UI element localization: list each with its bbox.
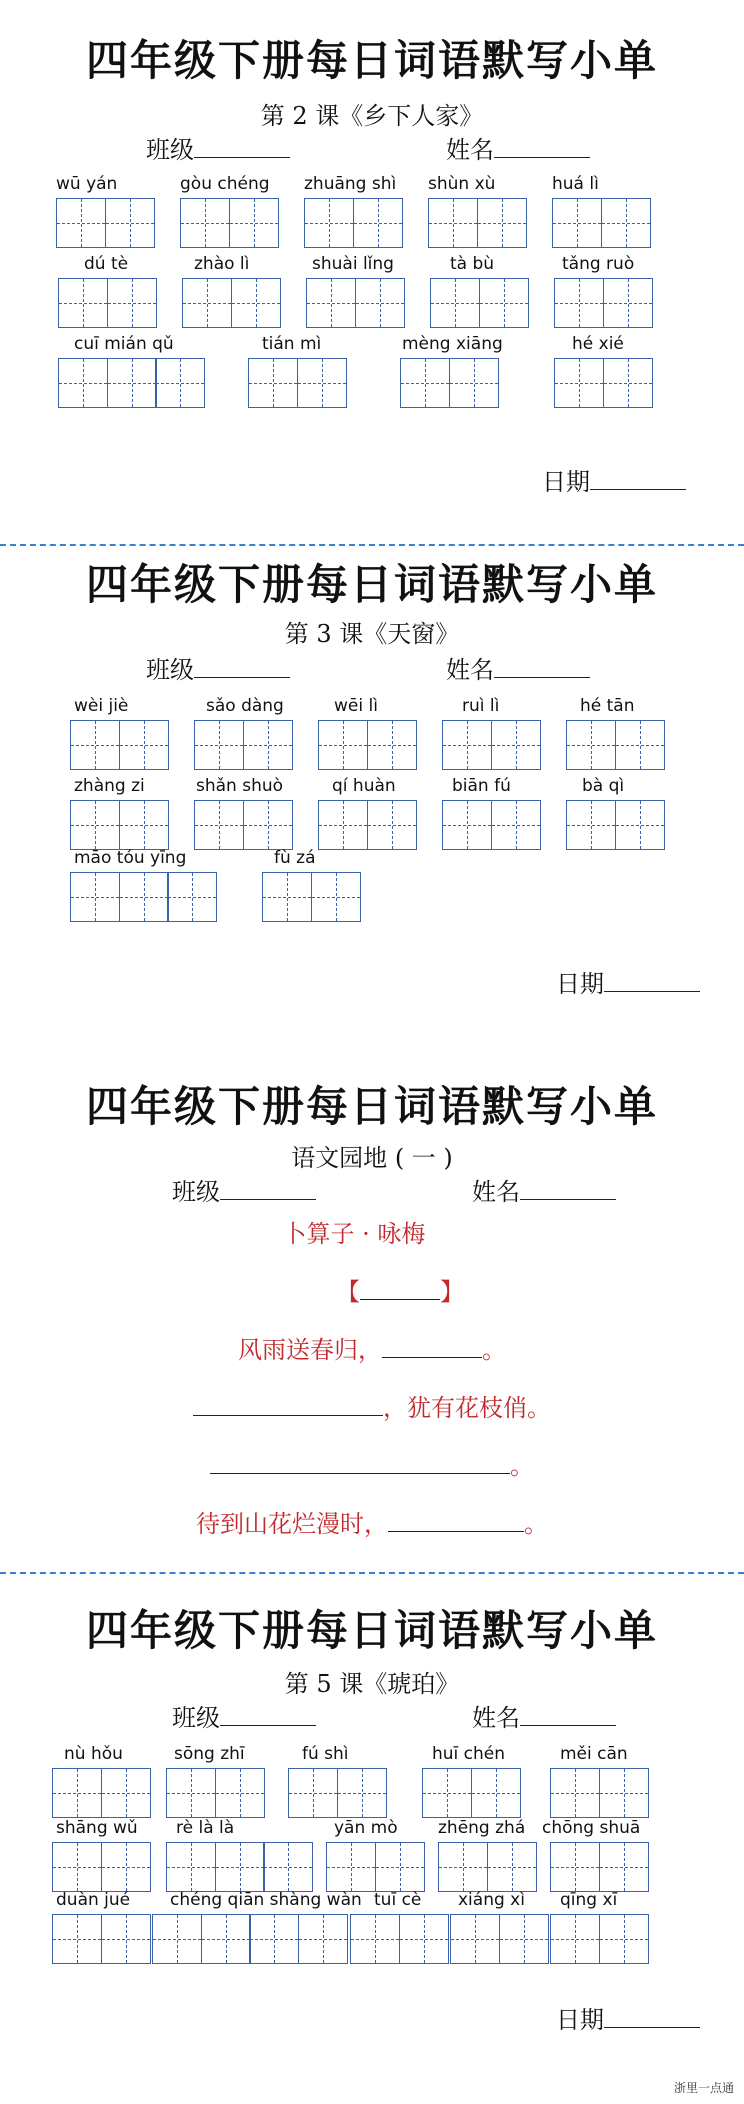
- pinyin: tǎng ruò: [562, 254, 635, 274]
- pinyin: chōng shuā: [542, 1818, 641, 1838]
- pinyin: māo tóu yīng: [74, 848, 187, 868]
- pinyin: biān fú: [452, 776, 511, 796]
- name-label: 姓名: [446, 136, 494, 164]
- pinyin: chéng qiān shàng wàn: [170, 1890, 362, 1910]
- lesson-subtitle: 第 2 课《乡下人家》: [260, 102, 484, 130]
- poem-author-line: [28, 1272, 744, 1307]
- writing-boxes[interactable]: [400, 358, 499, 408]
- writing-boxes[interactable]: [438, 1842, 537, 1892]
- pinyin: nù hǒu: [64, 1744, 123, 1764]
- pinyin: shāng wǔ: [56, 1818, 138, 1838]
- writing-boxes[interactable]: [152, 1914, 348, 1964]
- writing-boxes[interactable]: [326, 1842, 425, 1892]
- poem-title: 卜算子 · 咏梅: [282, 1220, 426, 1248]
- name-label: 姓名: [472, 1178, 520, 1206]
- writing-boxes[interactable]: [554, 278, 653, 328]
- pinyin: fú shì: [302, 1744, 349, 1764]
- writing-boxes[interactable]: [566, 800, 665, 850]
- date-field[interactable]: [542, 462, 686, 497]
- pinyin: xiáng xì: [458, 1890, 525, 1910]
- sheet-title: 四年级下册每日词语默写小单: [85, 1606, 658, 1655]
- writing-boxes[interactable]: [550, 1914, 649, 1964]
- pinyin: shùn xù: [428, 174, 496, 194]
- line1-blank[interactable]: [382, 1335, 482, 1358]
- name-field[interactable]: [446, 130, 590, 165]
- class-field[interactable]: [146, 650, 290, 685]
- writing-boxes[interactable]: [248, 358, 347, 408]
- pinyin: ruì lì: [462, 696, 500, 716]
- pinyin: huī chén: [432, 1744, 506, 1764]
- writing-boxes[interactable]: [52, 1842, 151, 1892]
- writing-boxes[interactable]: [450, 1914, 549, 1964]
- pinyin: cuī mián qǔ: [74, 334, 174, 354]
- line4-end: 。: [524, 1510, 548, 1538]
- writing-boxes[interactable]: [422, 1768, 521, 1818]
- pinyin: sōng zhī: [174, 1744, 245, 1764]
- writing-boxes[interactable]: [58, 358, 205, 408]
- pinyin: qí huàn: [332, 776, 396, 796]
- author-bracket-close: 】: [440, 1278, 464, 1306]
- writing-boxes[interactable]: [430, 278, 529, 328]
- name-field[interactable]: [472, 1172, 616, 1207]
- writing-boxes[interactable]: [318, 800, 417, 850]
- writing-boxes[interactable]: [554, 358, 653, 408]
- pinyin: wèi jiè: [74, 696, 129, 716]
- name-label: 姓名: [446, 656, 494, 684]
- name-field[interactable]: [472, 1698, 616, 1733]
- sheet-title: 四年级下册每日词语默写小单: [85, 36, 658, 85]
- pinyin: qīng xī: [560, 1890, 618, 1910]
- pinyin: yān mò: [334, 1818, 398, 1838]
- line2-blank[interactable]: [193, 1393, 383, 1416]
- author-bracket-open: 【: [336, 1278, 360, 1306]
- pinyin: sǎo dàng: [206, 696, 284, 716]
- writing-boxes[interactable]: [442, 800, 541, 850]
- pinyin: fù zá: [274, 848, 316, 868]
- pinyin: zhàng zi: [74, 776, 145, 796]
- pinyin: wū yán: [56, 174, 118, 194]
- author-blank[interactable]: [360, 1277, 440, 1300]
- writing-boxes[interactable]: [182, 278, 281, 328]
- sheet-title: 四年级下册每日词语默写小单: [85, 560, 658, 609]
- pinyin: shǎn shuò: [196, 776, 284, 796]
- poem-line-4: [0, 1504, 744, 1539]
- pinyin: dú tè: [84, 254, 129, 274]
- class-label: 班级: [172, 1704, 220, 1732]
- line4-blank[interactable]: [388, 1509, 524, 1532]
- sheet-2: [0, 546, 744, 1046]
- footer-watermark: 浙里一点通: [673, 2081, 734, 2095]
- poem-line-3: [0, 1446, 744, 1481]
- writing-boxes[interactable]: [318, 720, 417, 770]
- writing-boxes[interactable]: [180, 198, 279, 248]
- class-field[interactable]: [146, 130, 290, 165]
- sheet-3: [0, 1060, 744, 1560]
- writing-boxes[interactable]: [70, 720, 169, 770]
- writing-boxes[interactable]: [52, 1914, 151, 1964]
- line4-text: 待到山花烂漫时，: [196, 1510, 388, 1538]
- poem-line-1: [0, 1330, 744, 1365]
- writing-boxes[interactable]: [550, 1768, 649, 1818]
- sheet-4: [0, 1574, 744, 2104]
- sheet-title: 四年级下册每日词语默写小单: [85, 1082, 658, 1131]
- writing-boxes[interactable]: [350, 1914, 449, 1964]
- lesson-subtitle: 语文园地 ( 一 ): [291, 1144, 453, 1172]
- writing-boxes[interactable]: [288, 1768, 387, 1818]
- pinyin: tián mì: [262, 334, 322, 354]
- writing-boxes[interactable]: [550, 1842, 649, 1892]
- line3-end: 。: [510, 1452, 534, 1480]
- pinyin: rè là là: [176, 1818, 235, 1838]
- writing-boxes[interactable]: [194, 720, 293, 770]
- writing-boxes[interactable]: [56, 198, 155, 248]
- pinyin: huá lì: [552, 174, 599, 194]
- lesson-subtitle: 第 3 课《天窗》: [284, 620, 460, 648]
- date-field[interactable]: [556, 964, 700, 999]
- line3-blank[interactable]: [210, 1451, 510, 1474]
- pinyin: bà qì: [582, 776, 625, 796]
- pinyin: zhào lì: [194, 254, 250, 274]
- writing-boxes[interactable]: [428, 198, 527, 248]
- class-label: 班级: [146, 656, 194, 684]
- pinyin: zhuāng shì: [304, 174, 397, 194]
- writing-boxes[interactable]: [194, 800, 293, 850]
- pinyin: mèng xiāng: [402, 334, 503, 354]
- class-label: 班级: [146, 136, 194, 164]
- pinyin: duàn jué: [56, 1890, 131, 1910]
- class-label: 班级: [172, 1178, 220, 1206]
- writing-boxes[interactable]: [552, 198, 651, 248]
- line2-text: ，犹有花枝俏。: [383, 1394, 551, 1422]
- writing-boxes[interactable]: [262, 872, 361, 922]
- pinyin: měi cān: [560, 1744, 628, 1764]
- date-field[interactable]: [556, 2000, 700, 2035]
- sheet-1: [0, 0, 744, 540]
- writing-boxes[interactable]: [306, 278, 405, 328]
- line1-end: 。: [482, 1336, 506, 1364]
- date-label: 日期: [556, 2006, 604, 2034]
- line1-text: 风雨送春归，: [238, 1336, 382, 1364]
- pinyin: hé tān: [580, 696, 635, 716]
- writing-boxes[interactable]: [166, 1842, 313, 1892]
- class-field[interactable]: [172, 1698, 316, 1733]
- lesson-subtitle: 第 5 课《琥珀》: [284, 1670, 460, 1698]
- date-label: 日期: [542, 468, 590, 496]
- writing-boxes[interactable]: [70, 800, 169, 850]
- writing-boxes[interactable]: [304, 198, 403, 248]
- writing-boxes[interactable]: [442, 720, 541, 770]
- poem-line-2: [0, 1388, 744, 1423]
- writing-boxes[interactable]: [70, 872, 217, 922]
- date-label: 日期: [556, 970, 604, 998]
- pinyin: tà bù: [450, 254, 495, 274]
- pinyin: tuī cè: [374, 1890, 422, 1910]
- writing-boxes[interactable]: [58, 278, 157, 328]
- pinyin: shuài lǐng: [312, 254, 394, 274]
- writing-boxes[interactable]: [166, 1768, 265, 1818]
- pinyin: wēi lì: [334, 696, 378, 716]
- pinyin: zhēng zhá: [438, 1818, 526, 1838]
- class-field[interactable]: [172, 1172, 316, 1207]
- name-field[interactable]: [446, 650, 590, 685]
- writing-boxes[interactable]: [52, 1768, 151, 1818]
- pinyin: hé xié: [572, 334, 624, 354]
- name-label: 姓名: [472, 1704, 520, 1732]
- writing-boxes[interactable]: [566, 720, 665, 770]
- pinyin: gòu chéng: [180, 174, 270, 194]
